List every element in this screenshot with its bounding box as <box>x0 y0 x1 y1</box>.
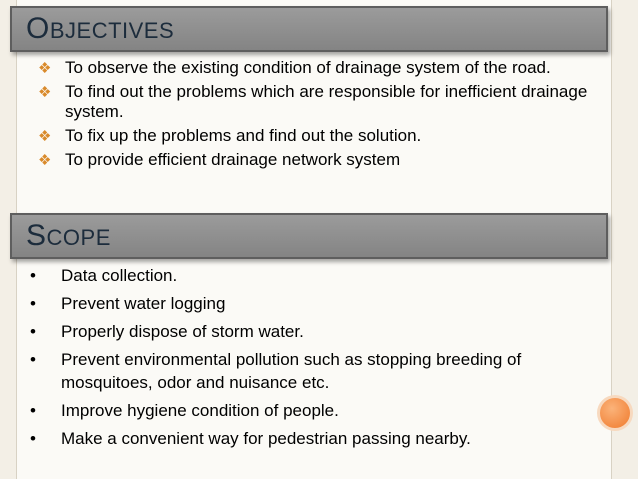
objectives-heading: OBJECTIVES <box>26 12 175 45</box>
dot-bullet-icon: • <box>30 429 36 448</box>
list-item: • Properly dispose of storm water. <box>30 322 304 341</box>
dot-bullet-icon: • <box>30 401 36 420</box>
scope-title-band <box>10 213 608 259</box>
dot-bullet-icon: • <box>30 266 36 285</box>
list-item: • Make a convenient way for pedestrian passing nearby. <box>30 429 471 448</box>
diamond-bullet-icon: ❖ <box>38 152 52 169</box>
list-item: • Prevent water logging <box>30 294 226 313</box>
list-item: ❖ To find out the problems which are responsible for inefficient drainage system. <box>38 82 588 121</box>
decorative-circle-icon <box>597 395 633 431</box>
dot-bullet-icon: • <box>30 322 36 341</box>
list-item: • Data collection. <box>30 266 178 285</box>
dot-bullet-icon: • <box>30 294 36 313</box>
objectives-list <box>38 58 593 174</box>
list-item: ❖ To fix up the problems and find out the solution. <box>38 126 422 145</box>
diamond-bullet-icon: ❖ <box>38 128 52 145</box>
objectives-title-band <box>10 6 608 52</box>
scope-list <box>28 264 588 455</box>
list-item: • Improve hygiene condition of people. <box>30 401 339 420</box>
list-item: • Prevent environmental pollution such as stopping breeding of mosquitoes, odor and nuisance etc. <box>30 350 522 392</box>
diamond-bullet-icon: ❖ <box>38 84 52 101</box>
list-item: ❖ To observe the existing condition of drainage system of the road. <box>38 58 551 77</box>
diamond-bullet-icon: ❖ <box>38 60 52 77</box>
list-item: ❖ To provide efficient drainage network system <box>38 150 401 169</box>
scope-heading: SCOPE <box>26 219 111 252</box>
dot-bullet-icon: • <box>30 350 36 369</box>
